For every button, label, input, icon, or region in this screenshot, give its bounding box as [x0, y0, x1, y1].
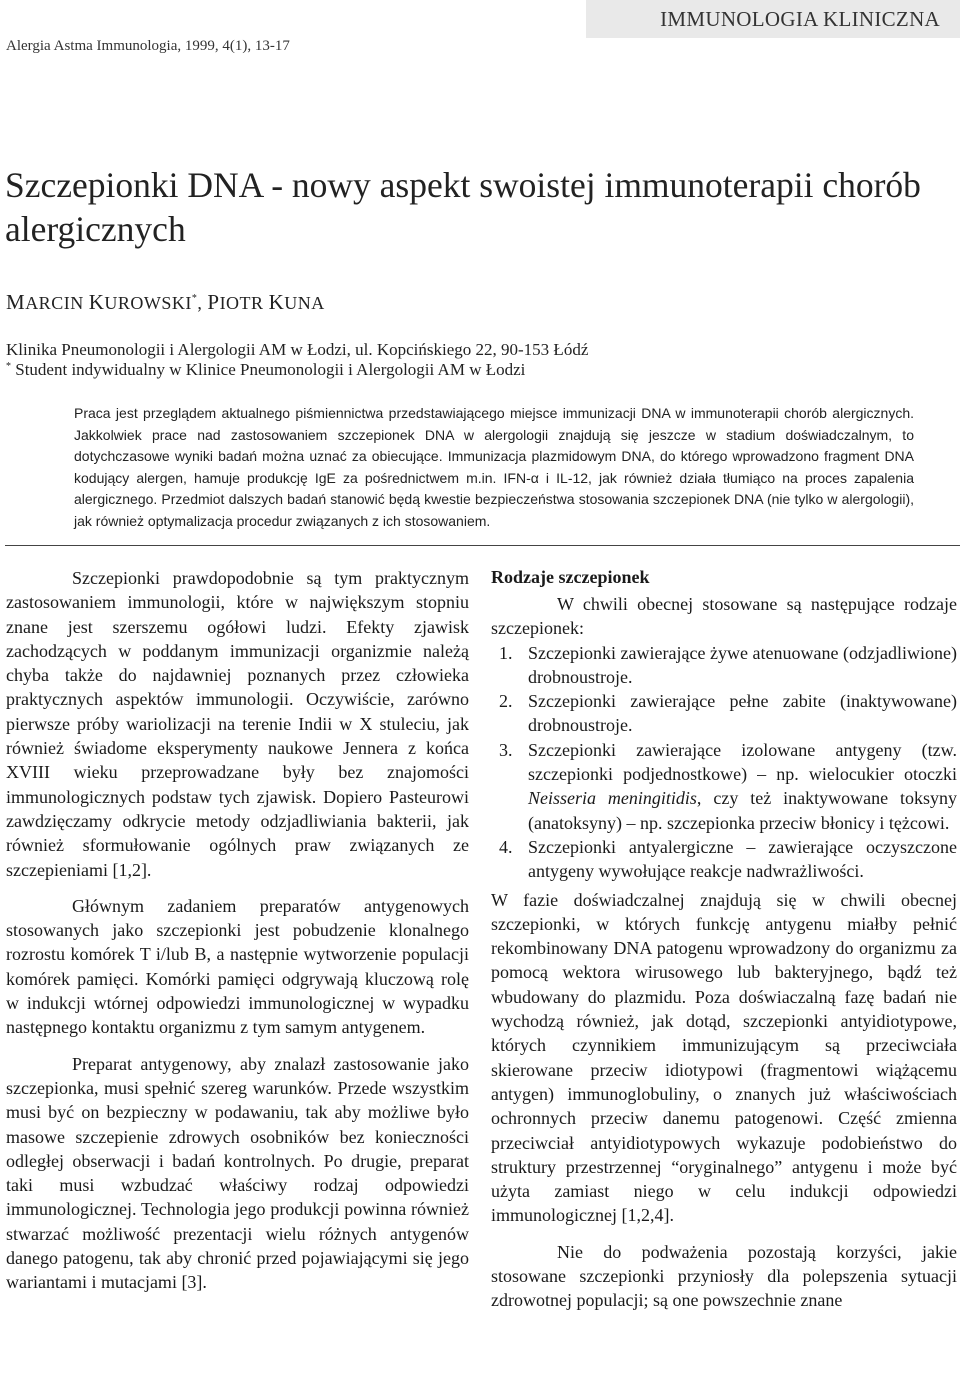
- article-title: Szczepionki DNA - nowy aspekt swoistej immunoterapii chorób alergicznych: [5, 165, 921, 249]
- list-item-text: Szczepionki antyalergiczne – zawierające oczyszczone antygeny wywołujące reakcje nadwrażliwości.: [528, 836, 957, 882]
- species-name: Neisseria meningitidis: [528, 788, 697, 809]
- list-number: 2.: [499, 691, 513, 712]
- author-name-part: IOTR: [219, 293, 264, 313]
- author-name-part: UNA: [284, 293, 325, 313]
- journal-reference: Alergia Astma Immunologia, 1999, 4(1), 13-17: [6, 38, 290, 54]
- list-item: [491, 835, 957, 884]
- list-item-text: Szczepionki zawierające żywe atenuowane (odzjadliwione) drobnoustroje.: [528, 642, 957, 687]
- footnote-mark: *: [6, 361, 11, 372]
- list-item-text: Szczepionki zawierające pełne zabite (inaktywowane) drobnoustroje.: [528, 691, 957, 736]
- author-name-part: UROWSKI: [104, 293, 192, 313]
- body-paragraph: Głównym zadaniem preparatów antygenowych stosowanych jako szczepionki jest pobudzenie klonalnego rozrostu komórek T i/lub B, a następnie wytworzenie populacji komórek pamięci. Komórki pamięci odgrywają kluczową rolę w indukcji wtórnej odpowiedzi immunologicznej w wypadku następnego kontaktu organizmu z tym samym antygenem.: [6, 895, 469, 1038]
- vaccine-types-list: [491, 641, 957, 884]
- footnote-text: Student indywidualny w Klinice Pneumonologii i Alergologii AM w Łodzi: [15, 360, 526, 379]
- author-name-part: ARCIN: [25, 293, 84, 313]
- list-item: [491, 738, 957, 835]
- author-initial: M: [6, 290, 26, 314]
- list-item-text: Szczepionki zawierające izolowane antygeny (tzw. szczepionki podjednostkowe) – np. wielocukier otoczki: [528, 739, 957, 785]
- list-item: [491, 689, 957, 738]
- list-number: 3.: [499, 739, 513, 760]
- body-paragraph: Preparat antygenowy, aby znalazł zastosowanie jako szczepionka, musi spełnić szereg warunków. Przede wszystkim musi być on bezpieczny w podawaniu, tak aby możliwe było masowe szczepienie zdrowych osobników bez konieczności odległej obserwacji i badań kontrolnych. Po drugie, preparat taki musi wzbudzać właściwy rodzaj odpowiedzi immunologicznej. Technologia jego produkcji powinna również stwarzać możliwość prezentacji wielu różnych antygenów danego patogenu, tak aby chronić przed pojawiającymi się jego wariantami i mutacjami [3].: [6, 1053, 469, 1293]
- section-banner: [586, 0, 960, 38]
- divider: [5, 545, 960, 546]
- author-separator: ,: [197, 293, 208, 313]
- list-number: 4.: [499, 836, 513, 857]
- left-column: [6, 566, 469, 1307]
- author-initial: K: [268, 290, 285, 314]
- author-list: [6, 290, 325, 315]
- author-footnote-mark: *: [191, 293, 198, 304]
- list-item: [491, 641, 957, 690]
- author-initial: P: [207, 290, 220, 314]
- author-footnote: [6, 360, 525, 380]
- author-initial: K: [88, 290, 105, 314]
- body-paragraph: W chwili obecnej stosowane są następujące rodzaje szczepionek:: [491, 594, 957, 639]
- abstract: Praca jest przeglądem aktualnego piśmiennictwa przedstawiającego miejsce immunizacji DNA w immunoterapii chorób alergicznych. Jakkolwiek prace nad zastosowaniem szczepionek DNA w alergologii znajdują się jeszcze w stadium doświadczalnym, to dotychczasowe wyniki badań można uznać za obiecujące. Immunizacja plazmidowym DNA, do którego wprowadzono fragment DNA kodujący alergen, hamuje produkcję IgE za pośrednictwem m.in. IFN-α i IL-12, jak również działa tłumiąco na proces zapalenia alergicznego. Przedmiot dalszych badań stanowić będą kwestie bezpieczeństwa stosowania szczepionek DNA (nie tylko w alergologii), jak również optymalizacja procedur związanych z ich stosowaniem.: [74, 405, 914, 529]
- body-paragraph: Nie do podważenia pozostają korzyści, jakie stosowane szczepionki przyniosły dla polepszenia sytuacji zdrowotnej populacji; są one powszechnie znane: [491, 1241, 957, 1311]
- section-heading: Rodzaje szczepionek: [491, 567, 650, 587]
- list-number: 1.: [499, 642, 513, 663]
- section-label: IMMUNOLOGIA KLINICZNA: [660, 7, 940, 31]
- right-column: [491, 566, 957, 1313]
- list-item-text: , czy też inaktywowane toksyny (anatoksyny) – np. szczepionka przeciw błonicy i tężcowi.: [528, 788, 958, 833]
- body-paragraph: Szczepionki prawdopodobnie są tym praktycznym zastosowaniem immunologii, które w największym stopniu znane jest szerszemu ogółowi ludzi. Efekty zjawisk zachodzących w poddanym immunizacji organizmie należą chyba także do najdawniej poznanych przez człowieka praktycznych aspektów immunologii. Oczywiście, zarówno pierwsze próby wariolizacji na terenie Indii w X stuleciu, jak również świadome eksperymenty naukowe Jennera z końca XVIII wieku przeprowadzane były bez znajomości immunologicznych podstaw tych zjawisk. Dopiero Pasteurowi zawdzięczamy odkrycie metody odzjadliwiania bakterii, jak również sformułowanie ogólnych praw związanych ze szczepieniami [1,2].: [6, 568, 469, 880]
- body-paragraph: W fazie doświadczalnej znajdują się w chwili obecnej szczepionki, w których funkcję antygenu miałby pełnić rekombinowany DNA patogenu wprowadzony do organizmu za pomocą wektora wirusowego lub bakteryjnego, bądź też wbudowany do plazmidu. Poza doświaczalną fazę badań nie wychodzą również, jak dotąd, szczepionki antyidiotypowe, których czynnikiem immunizującym są przeciwciała skierowane przeciw idiotypowi (fragmentowi wiążącemu antygen) immunoglobuliny, o znanych już właściwościach ochronnych przeciw danemu patogenowi. Część zmienna przeciwciał antyidiotypowych wykazuje podobieństwo do struktury przestrzennej “oryginalnego” antygenu i może być użyta zamiast niego w celu indukcji odpowiedzi immunologicznej [1,2,4].: [491, 889, 957, 1226]
- affiliation: Klinika Pneumonologii i Alergologii AM w Łodzi, ul. Kopcińskiego 22, 90-153 Łódź: [6, 340, 589, 359]
